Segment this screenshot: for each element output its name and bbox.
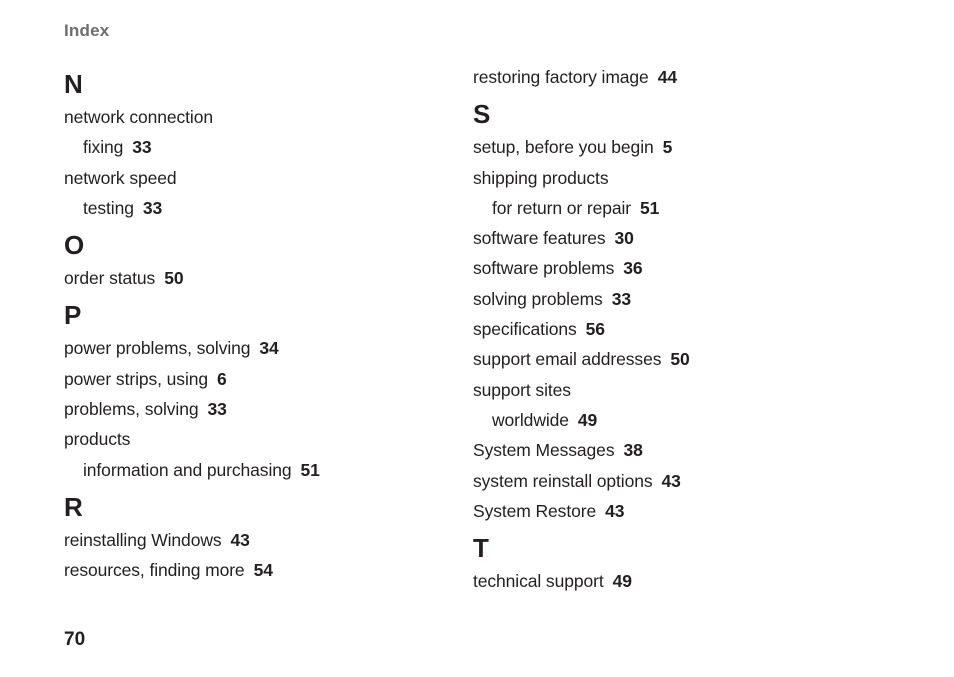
index-term: system reinstall options <box>473 470 653 491</box>
index-section-letter: R <box>64 491 83 522</box>
index-page-ref[interactable]: 33 <box>207 399 227 420</box>
index-term: support sites <box>473 379 571 400</box>
index-subentry <box>473 405 873 435</box>
index-term: resources, finding more <box>64 560 245 581</box>
index-term: restoring factory image <box>473 67 649 87</box>
index-entry <box>473 132 873 162</box>
index-entry <box>473 496 873 526</box>
index-entry <box>64 163 464 193</box>
index-entry <box>473 253 873 283</box>
index-term: software features <box>473 228 606 249</box>
index-term: power strips, using <box>64 368 208 389</box>
index-section-letter: P <box>64 300 82 331</box>
index-page-ref[interactable]: 56 <box>585 319 605 340</box>
index-entry <box>473 566 873 596</box>
index-page-ref[interactable]: 43 <box>230 529 250 550</box>
index-page-ref[interactable]: 50 <box>164 268 184 289</box>
index-term: System Restore <box>473 500 597 521</box>
index-section-letter: T <box>473 533 489 564</box>
index-entry <box>64 525 464 555</box>
index-page-ref[interactable]: 43 <box>605 500 625 521</box>
index-term: solving problems <box>473 288 603 309</box>
index-entry <box>473 284 873 314</box>
index-term: shipping products <box>473 167 609 188</box>
index-entry <box>64 333 464 363</box>
index-section-letter: N <box>64 69 83 99</box>
index-entry <box>64 102 464 132</box>
index-page-ref[interactable]: 34 <box>259 338 279 359</box>
index-subentry <box>473 193 873 223</box>
index-term: worldwide <box>492 409 569 430</box>
index-entry <box>473 223 873 253</box>
index-term: problems, solving <box>64 399 199 420</box>
index-entry <box>473 466 873 496</box>
index-page-ref[interactable]: 50 <box>670 349 690 370</box>
index-entry <box>64 424 464 454</box>
index-term: technical support <box>473 571 604 592</box>
index-term: reinstalling Windows <box>64 529 222 550</box>
index-page-ref[interactable]: 33 <box>611 288 631 309</box>
index-term: power problems, solving <box>64 338 251 359</box>
index-entry <box>64 263 464 293</box>
index-subentry <box>64 193 464 223</box>
index-page-ref[interactable]: 30 <box>614 228 634 249</box>
index-entry <box>473 375 873 405</box>
index-entry <box>473 314 873 344</box>
index-page-ref[interactable]: 43 <box>661 470 681 491</box>
index-column-left <box>64 62 464 586</box>
index-subentry <box>64 455 464 485</box>
index-entry <box>473 344 873 374</box>
index-entry <box>64 364 464 394</box>
index-term: order status <box>64 268 156 289</box>
index-entry <box>473 163 873 193</box>
index-term: support email addresses <box>473 349 662 370</box>
index-column-right <box>473 62 873 596</box>
index-page-ref[interactable]: 33 <box>132 137 152 158</box>
index-term: products <box>64 429 131 450</box>
index-section-letter: O <box>64 230 85 261</box>
index-section-letter: S <box>473 99 491 130</box>
index-page-ref[interactable]: 38 <box>623 440 643 461</box>
index-page-ref[interactable]: 36 <box>623 258 643 279</box>
index-term: network speed <box>64 167 177 188</box>
index-page-ref[interactable]: 49 <box>612 571 632 592</box>
page-number: 70 <box>64 629 86 650</box>
index-term: for return or repair <box>492 197 632 218</box>
index-page-ref[interactable]: 6 <box>217 368 227 389</box>
index-term: software problems <box>473 258 615 279</box>
index-entry <box>64 394 464 424</box>
index-term: setup, before you begin <box>473 137 654 158</box>
index-term: fixing <box>83 137 124 158</box>
index-entry <box>64 555 464 585</box>
index-page-ref[interactable]: 44 <box>657 67 677 87</box>
index-entry <box>473 62 873 92</box>
index-subentry <box>64 132 464 162</box>
index-entry <box>473 435 873 465</box>
index-page-ref[interactable]: 49 <box>577 409 598 430</box>
index-page-ref[interactable]: 54 <box>253 560 273 581</box>
index-term: System Messages <box>473 440 615 461</box>
index-term: specifications <box>473 319 577 340</box>
index-page-ref[interactable]: 51 <box>300 459 320 480</box>
index-term: testing <box>83 197 134 218</box>
index-page-ref[interactable]: 51 <box>640 197 660 218</box>
index-term: network connection <box>64 107 213 127</box>
index-page-ref[interactable]: 33 <box>142 197 163 218</box>
running-header: Index <box>64 21 110 40</box>
index-page-ref[interactable]: 5 <box>662 137 673 158</box>
index-term: information and purchasing <box>83 459 292 480</box>
